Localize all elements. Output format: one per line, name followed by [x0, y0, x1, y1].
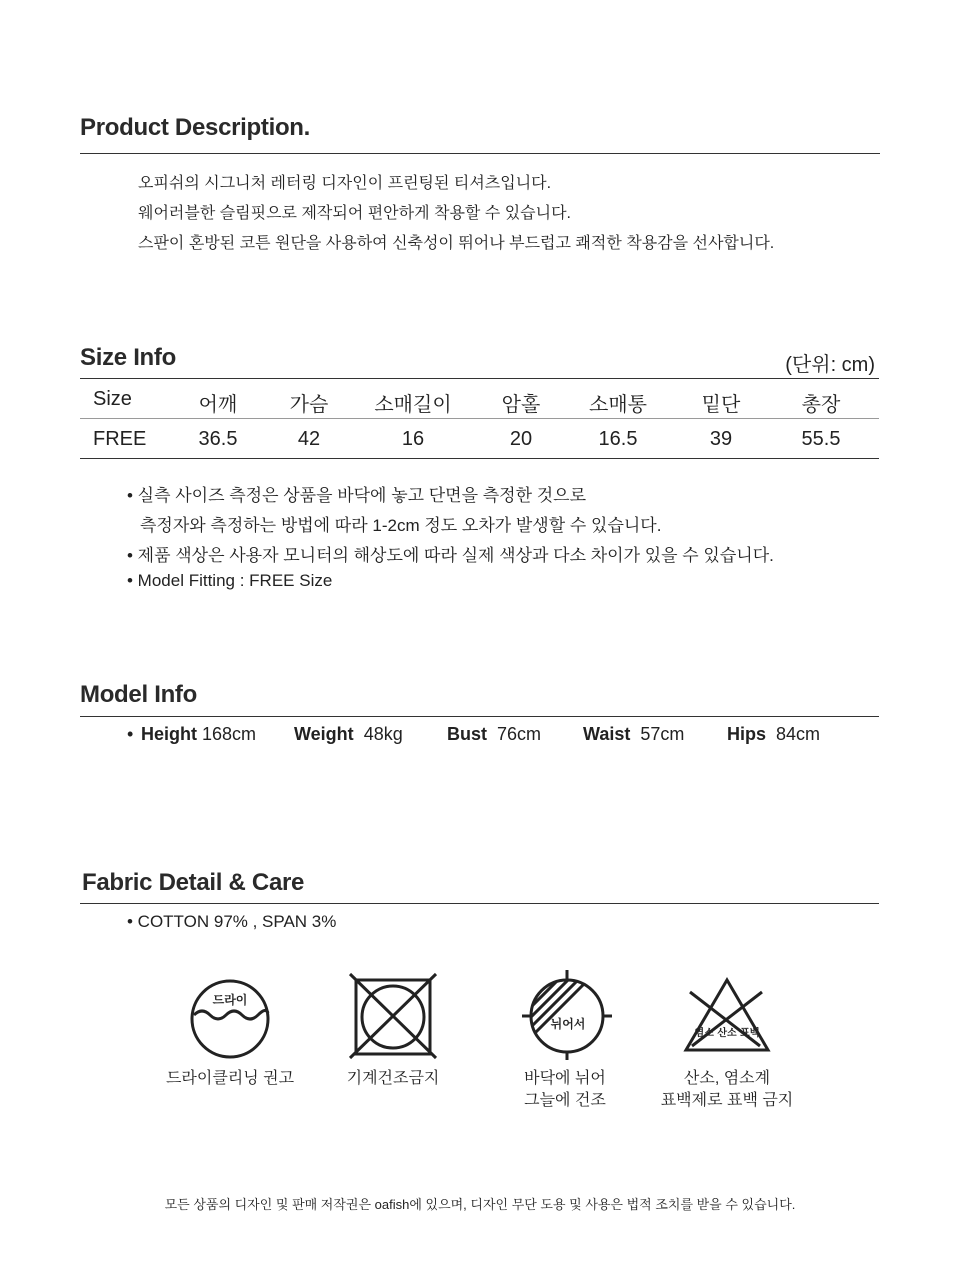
size-info-title: Size Info: [80, 344, 176, 371]
care-label-line: 드라이클리닝 권고: [165, 1070, 295, 1087]
product-description-divider: [80, 153, 880, 154]
care-label-line: 바닥에 뉘어: [524, 1070, 606, 1087]
care-label-no-bleach: [642, 1068, 812, 1112]
care-label-no-machine: [313, 1068, 473, 1090]
care-label-line: 기계건조금지: [346, 1070, 440, 1087]
model-info-divider: [80, 716, 879, 717]
fabric-composition: • COTTON 97% , SPAN 3%: [127, 912, 337, 931]
dry-clean-icon: [188, 977, 272, 1066]
size-note-2: 측정자와 측정하는 방법에 따라 1-2cm 정도 오차가 발생할 수 있습니다.: [140, 516, 662, 535]
model-hips: [727, 724, 820, 745]
size-note-3: • 제품 색상은 사용자 모니터의 해상도에 따라 실제 색상과 다소 차이가 있을 수 있습니다.: [127, 546, 774, 565]
care-label-line: 표백제로 표백 금지: [660, 1092, 794, 1109]
no-bleach-icon-text: 염소 산소 표백: [694, 1028, 760, 1039]
description-line-1: 오피쉬의 시그니처 레터링 디자인이 프린팅된 티셔츠입니다.: [138, 175, 552, 192]
description-line-2: 웨어러블한 슬림핏으로 제작되어 편안하게 착용할 수 있습니다.: [138, 205, 571, 222]
flat-dry-icon-text: 뉘어서: [550, 1017, 586, 1031]
size-header-cell: 소매통: [589, 394, 647, 416]
dry-clean-icon-text: 드라이: [212, 993, 248, 1007]
model-bust: [447, 724, 541, 745]
model-waist-label: Waist: [583, 724, 631, 744]
care-label-flat-dry: [485, 1068, 645, 1112]
size-header-cell: 밑단: [701, 394, 741, 416]
care-label-dry-clean: [150, 1068, 310, 1090]
flat-dry-shade-icon: [522, 968, 612, 1067]
size-value-cell: 36.5: [198, 428, 238, 450]
size-table-bottom-rule: [80, 458, 879, 459]
size-header-cell: 소매길이: [374, 394, 452, 416]
size-value-cell: 39: [709, 428, 733, 450]
model-bust-value: 76cm: [497, 724, 542, 744]
size-header-cell: 암홀: [501, 394, 541, 416]
size-unit: (단위: cm): [785, 354, 875, 376]
size-table-mid-rule: [80, 418, 879, 419]
description-line-3: 스판이 혼방된 코튼 원단을 사용하여 신축성이 뛰어나 부드럽고 쾌적한 착용감을 선사합니다.: [138, 235, 775, 252]
model-height-label: Height: [141, 724, 197, 744]
model-weight: [294, 724, 403, 745]
model-weight-label: Weight: [294, 724, 354, 744]
copyright-notice: 모든 상품의 디자인 및 판매 저작권은 oafish에 있으며, 디자인 무단 도용 및 사용은 법적 조치를 받을 수 있습니다.: [164, 1197, 796, 1212]
size-header-cell: 가슴: [289, 394, 329, 416]
model-hips-value: 84cm: [776, 724, 821, 744]
care-label-line: 그늘에 건조: [524, 1092, 606, 1109]
fabric-care-title: Fabric Detail & Care: [82, 869, 305, 896]
product-description-title: Product Description.: [80, 114, 311, 141]
size-value-cell: 20: [509, 428, 533, 450]
size-header-cell: 어깨: [198, 394, 238, 416]
model-bullet: •: [127, 724, 134, 744]
no-bleach-icon: [682, 976, 772, 1059]
fabric-care-divider: [80, 903, 879, 904]
size-header-cell: Size: [93, 388, 132, 410]
size-note-4: • Model Fitting : FREE Size: [127, 571, 333, 590]
model-waist: [583, 724, 684, 745]
model-height: [141, 724, 256, 745]
size-value-cell: 42: [297, 428, 321, 450]
model-height-value: 168cm: [202, 724, 257, 744]
care-label-line: 산소, 염소계: [683, 1070, 771, 1087]
model-waist-value: 57cm: [640, 724, 685, 744]
model-hips-label: Hips: [727, 724, 767, 744]
size-note-1: • 실측 사이즈 측정은 상품을 바닥에 놓고 단면을 측정한 것으로: [127, 486, 587, 505]
model-info-title: Model Info: [80, 681, 197, 708]
no-machine-wash-icon: [348, 972, 438, 1065]
size-value-cell: 16.5: [598, 428, 638, 450]
size-table-top-rule: [80, 378, 879, 379]
model-weight-value: 48kg: [363, 724, 403, 744]
size-value-cell: 16: [401, 428, 425, 450]
model-bust-label: Bust: [447, 724, 487, 744]
size-header-cell: 총장: [801, 394, 841, 416]
size-value-cell: FREE: [93, 428, 147, 450]
size-value-cell: 55.5: [801, 428, 841, 450]
